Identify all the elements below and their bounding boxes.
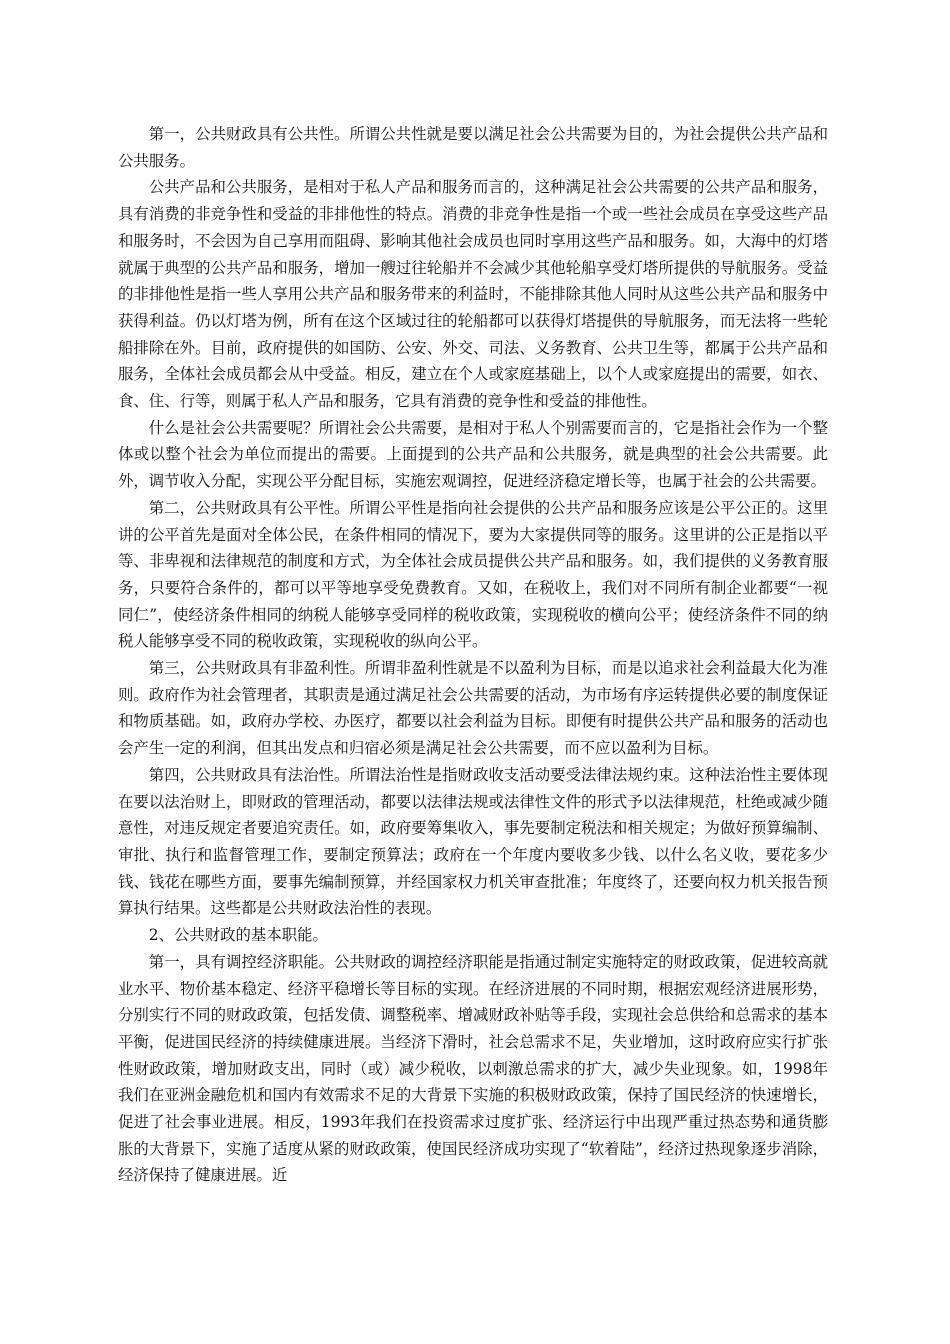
paragraph-public-needs: 什么是社会公共需要呢？所谓社会公共需要，是相对于私人个别需要而言的，它是指社会作为一个整体或以整个社会为单位而提出的需要。上面提到的公共产品和公共服务，就是典型的社会公共需要。此外，调节收入分配，实现公平分配目标，实施宏观调控，促进经济稳定增长等，也属于社会的公共需要。 (118, 418, 828, 491)
paragraph-public-goods: 公共产品和公共服务，是相对于私人产品和服务而言的，这种满足社会公共需要的公共产品和服务，具有消费的非竞争性和受益的非排他性的特点。消费的非竞争性是指一个或一些社会成员在享受这些产品和服务时，不会因为自己享用而阻碍、影响其他社会成员也同时享用这些产品和服务。如，大海中的灯塔就属于典型的公共产品和服务，增加一艘过往轮船并不会减少其他轮船享受灯塔所提供的导航服务。受益的非排他性是指一些人享用公共产品和服务带来的利益时，不能排除其他人同时从这些公共产品和服务中获得利益。仍以灯塔为例，所有在这个区域过往的轮船都可以获得灯塔提供的导航服务，而无法将一些轮船排除在外。目前，政府提供的如国防、公安、外交、司法、义务教育、公共卫生等，都属于公共产品和服务，全体社会成员都会从中受益。相反，建立在个人或家庭基础上，以个人或家庭提出的需要，如衣、食、住、行等，则属于私人产品和服务，它具有消费的竞争性和受益的排他性。 (118, 178, 828, 411)
paragraph-rule-of-law: 第四，公共财政具有法治性。所谓法治性是指财政收支活动要受法律法规约束。这种法治性主要体现在要以法治财上，即财政的管理活动，都要以法律法规或法律性文件的形式予以法律规范，杜绝或减少随意性，对违反规定者要追究责任。如，政府要筹集收入，事先要制定税法和相关规定；为做好预算编制、审批、执行和监督管理工作，要制定预算法；政府在一个年度内要收多少钱、以什么名义收，要花多少钱、钱花在哪些方面，要事先编制预算，并经国家权力机关审查批准；年度终了，还要向权力机关报告预算执行结果。这些都是公共财政法治性的表现。 (118, 765, 828, 918)
section-heading-basic-functions: 2、公共财政的基本职能。 (148, 926, 328, 945)
paragraph-non-profit: 第三，公共财政具有非盈利性。所谓非盈利性就是不以盈利为目标，而是以追求社会利益最大化为准则。政府作为社会管理者，其职责是通过满足社会公共需要的活动，为市场有序运转提供必要的制度保证和物质基础。如，政府办学校、办医疗，都要以社会利益为目标。即便有时提供公共产品和服务的活动也会产生一定的利润，但其出发点和归宿必须是满足社会公共需要，而不应以盈利为目标。 (118, 659, 828, 758)
paragraph-economic-regulation: 第一，具有调控经济职能。公共财政的调控经济职能是指通过制定实施特定的财政政策，促进较高就业水平、物价基本稳定、经济平稳增长等目标的实现。在经济进展的不同时期，根据宏观经济进展形势，分别实行不同的财政政策，包括发债、调整税率、增减财政补贴等手段，实现社会总供给和总需求的基本平衡，促进国民经济的持续健康进展。当经济下滑时，社会总需求不足，失业增加，这时政府应实行扩张性财政政策，增加财政支出，同时（或）减少税收，以刺激总需求的扩大，减少失业现象。如，1998年我们在亚洲金融危机和国内有效需求不足的大背景下实施的积极财政政策，保持了国民经济的快速增长，促进了社会事业进展。相反，1993年我们在投资需求过度扩张、经济运行中出现严重过热态势和通货膨胀的大背景下，实施了适度从紧的财政政策，使国民经济成功实现了“软着陆”，经济过热现象逐步消除，经济保持了健康进展。近 (118, 952, 828, 1185)
paragraph-public-nature: 第一，公共财政具有公共性。所谓公共性就是要以满足社会公共需要为目的，为社会提供公共产品和公共服务。 (118, 125, 828, 170)
paragraph-fairness: 第二，公共财政具有公平性。所谓公平性是指向社会提供的公共产品和服务应该是公平公正的。这里讲的公平首先是面对全体公民，在条件相同的情况下，要为大家提供同等的服务。这里讲的公正是指以平等、非卑视和法律规范的制度和方式，为全体社会成员提供公共产品和服务。如，我们提供的义务教育服务，只要符合条件的，都可以平等地享受免费教育。又如，在税收上，我们对不同所有制企业都要“一视同仁”，使经济条件相同的纳税人能够享受同样的税收政策，实现税收的横向公平；使经济条件不同的纳税人能够享受不同的税收政策，实现税收的纵向公平。 (118, 498, 828, 651)
document-body (118, 121, 828, 1189)
